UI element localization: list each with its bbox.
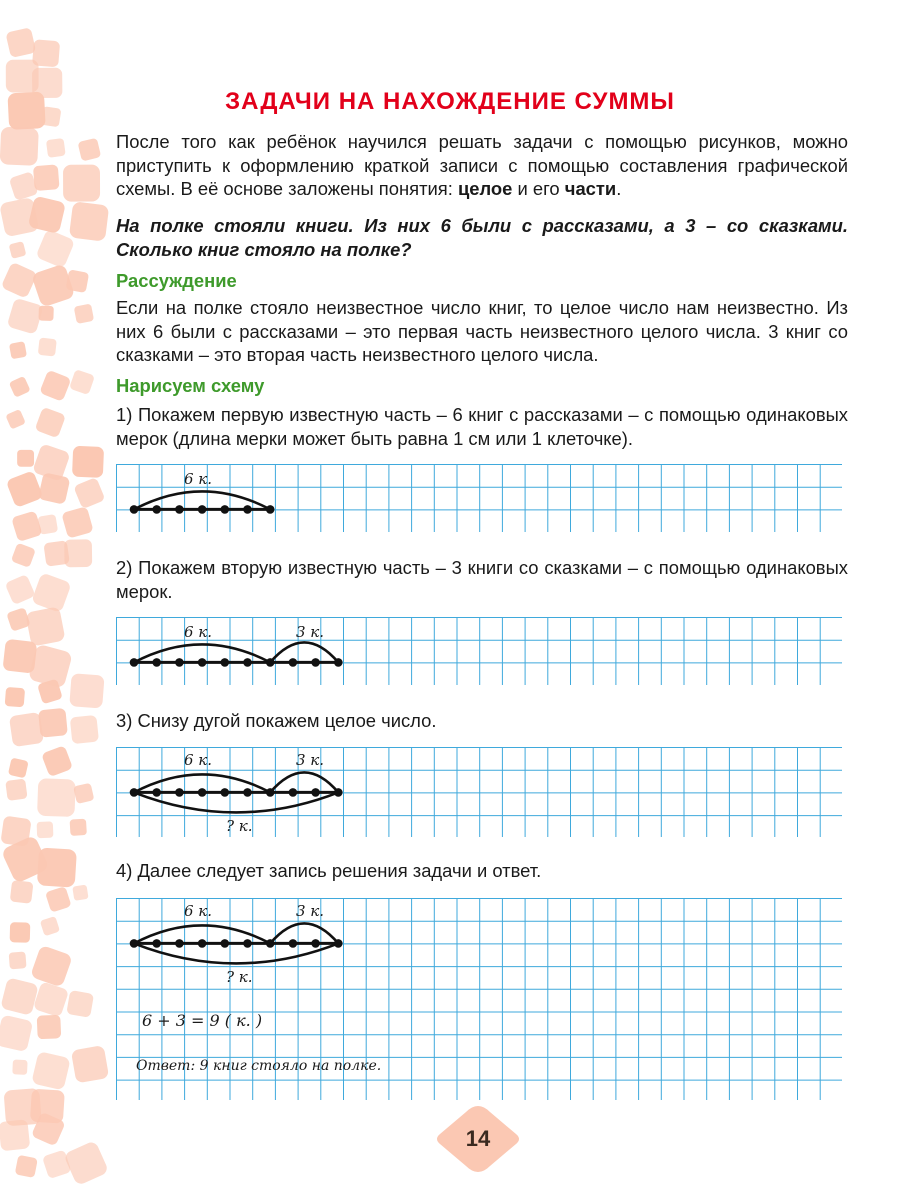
decor-square [72, 885, 88, 901]
segment-point [198, 658, 207, 667]
arc-whole-unknown [134, 792, 338, 812]
decor-square [38, 708, 68, 738]
decor-square [74, 303, 95, 324]
segment-point [152, 939, 161, 948]
step-2-text: 2) Покажем вторую известную часть – 3 книги со сказками – с помощью одинаковых мерок. [116, 557, 848, 602]
label-six-books: 6 к. [184, 902, 213, 920]
segment-point [152, 788, 161, 797]
decor-square [11, 510, 43, 542]
decor-square [35, 407, 67, 439]
arc-three-books [270, 772, 338, 792]
decor-square [63, 1140, 109, 1186]
segment-point [334, 658, 343, 667]
reasoning-paragraph: Если на полке стояло неизвестное число книг, то целое число нам неизвестно. Из них 6 были с рассказами – это первая часть неизвестного целого числа. 3 книг со сказками – это вторая часть неизвестного целого числа. [116, 297, 848, 365]
decor-square [17, 450, 34, 467]
decor-square [33, 164, 60, 191]
intro-text: После того как ребёнок научился решать задачи с помощью рисунков, можно приступить к оформлению краткой записи с помощью составления графической схемы. В её основе заложены понятия: [116, 131, 848, 199]
segment-point [334, 939, 343, 948]
decor-square [37, 821, 54, 838]
decor-square [11, 543, 36, 568]
segment-point [334, 788, 343, 797]
segment-point [175, 939, 184, 948]
step-4-text: 4) Далее следует запись решения задачи и ответ. [116, 860, 542, 881]
decor-square [25, 606, 65, 646]
decor-square [7, 298, 44, 335]
decor-square [35, 229, 75, 269]
answer-text: Ответ: 9 книг стояло на полке. [136, 1058, 382, 1074]
segment-point [198, 939, 207, 948]
scheme-grid-4 [116, 898, 842, 1100]
arc-three-books [270, 923, 338, 943]
grid-lines [116, 617, 842, 685]
decor-square [70, 819, 87, 836]
arc-whole-unknown [134, 943, 338, 963]
label-three-books: 3 к. [296, 751, 325, 769]
arc-three-books [270, 642, 338, 662]
decor-square [5, 687, 25, 707]
decor-square [69, 673, 104, 708]
decor-square [0, 1015, 33, 1053]
segment-point [198, 505, 207, 514]
problem-statement: На полке стояли книги. Из них 6 были с рассказами, а 3 – со сказками. Сколько книг стояло на полке? [116, 215, 848, 260]
scheme-grid-2 [116, 617, 842, 685]
term-parts: части [564, 178, 617, 199]
decor-square [73, 783, 94, 804]
decor-square [38, 472, 71, 505]
decor-square [9, 951, 27, 969]
decor-square [8, 758, 29, 779]
segment-point [243, 505, 252, 514]
solution-equation: 6 + 3 = 9 ( к. ) [142, 1011, 263, 1030]
decor-square [33, 981, 69, 1017]
segment-point [289, 658, 298, 667]
decor-square [6, 470, 44, 508]
segment-point [243, 939, 252, 948]
segment-point [221, 658, 230, 667]
segment-point [221, 788, 230, 797]
decor-square [78, 138, 102, 162]
decor-square [15, 1155, 38, 1178]
label-unknown-total: ? к. [226, 817, 253, 835]
decor-square [0, 127, 39, 166]
decor-square [0, 1119, 30, 1151]
decor-square [37, 778, 76, 817]
decor-square [64, 539, 92, 567]
label-six-books: 6 к. [184, 751, 213, 769]
grid-lines [116, 464, 842, 532]
decor-square [5, 574, 36, 605]
segment-point [266, 939, 275, 948]
decor-square [70, 715, 99, 744]
decor-square [38, 337, 57, 356]
page-title: ЗАДАЧИ НА НАХОЖДЕНИЕ СУММЫ [225, 88, 675, 115]
decor-square [31, 1051, 71, 1091]
decor-square [12, 1060, 27, 1075]
decor-square [5, 779, 27, 801]
decor-square [30, 945, 73, 988]
segment-point [221, 505, 230, 514]
page-number: 14 [465, 1126, 491, 1151]
decor-square [9, 241, 27, 259]
intro-text-end: . [616, 178, 622, 199]
segment-point [266, 658, 275, 667]
page-number-badge [434, 1104, 522, 1174]
label-six-books: 6 к. [184, 623, 213, 641]
segment-point [266, 505, 275, 514]
decor-square [66, 269, 90, 293]
reasoning-heading: Рассуждение [116, 270, 237, 291]
segment-point [175, 658, 184, 667]
decor-square [37, 514, 58, 535]
segment-point [289, 939, 298, 948]
segment-point [175, 505, 184, 514]
label-three-books: 3 к. [296, 623, 325, 641]
decor-square [72, 446, 104, 478]
segment-point [243, 788, 252, 797]
decor-square [10, 922, 31, 943]
segment-point [266, 788, 275, 797]
intro-paragraph [116, 130, 848, 201]
decor-square [71, 1045, 109, 1083]
decor-square [69, 369, 95, 395]
segment-point [130, 658, 139, 667]
decor-square [5, 27, 36, 58]
decor-square [45, 886, 72, 913]
decor-square [69, 201, 109, 241]
decor-square [31, 572, 72, 613]
decor-square [40, 916, 60, 936]
segment-point [130, 788, 139, 797]
segment-point [130, 505, 139, 514]
decor-square [10, 880, 34, 904]
segment-point [221, 939, 230, 948]
decorative-border [0, 0, 110, 1200]
decor-square [63, 165, 100, 202]
label-six-books: 6 к. [184, 470, 213, 488]
decor-square [1, 262, 38, 299]
decor-square [39, 370, 71, 402]
decor-square [46, 138, 66, 158]
step-3-text: 3) Снизу дугой покажем целое число. [116, 710, 437, 731]
scheme-grid-3 [116, 747, 842, 837]
term-whole: целое [457, 178, 513, 199]
segment-point [175, 788, 184, 797]
segment-point [198, 788, 207, 797]
scheme-grid-1 [116, 464, 842, 532]
decor-square [66, 990, 94, 1018]
segment-point [311, 658, 320, 667]
decor-square [0, 977, 39, 1016]
segment-point [311, 788, 320, 797]
decor-square [41, 745, 73, 777]
decor-square [38, 306, 53, 321]
segment-point [130, 939, 139, 948]
decor-square [9, 376, 31, 398]
label-unknown-total: ? к. [226, 968, 253, 986]
step-1-text: 1) Покажем первую известную часть – 6 книг с рассказами – с помощью одинаковых мерок (длина мерки может быть равна 1 см или 1 клеточке). [116, 404, 848, 449]
segment-point [152, 505, 161, 514]
intro-text-mid: и его [512, 178, 565, 199]
decor-square [73, 477, 105, 509]
decor-square [9, 341, 27, 359]
decor-square [61, 506, 94, 539]
segment-point [311, 939, 320, 948]
segment-point [152, 658, 161, 667]
segment-point [289, 788, 298, 797]
decor-square [37, 1015, 62, 1040]
scheme-heading: Нарисуем схему [116, 375, 265, 396]
decor-square [37, 847, 77, 887]
decor-square [5, 409, 26, 430]
segment-point [243, 658, 252, 667]
label-three-books: 3 к. [296, 902, 325, 920]
